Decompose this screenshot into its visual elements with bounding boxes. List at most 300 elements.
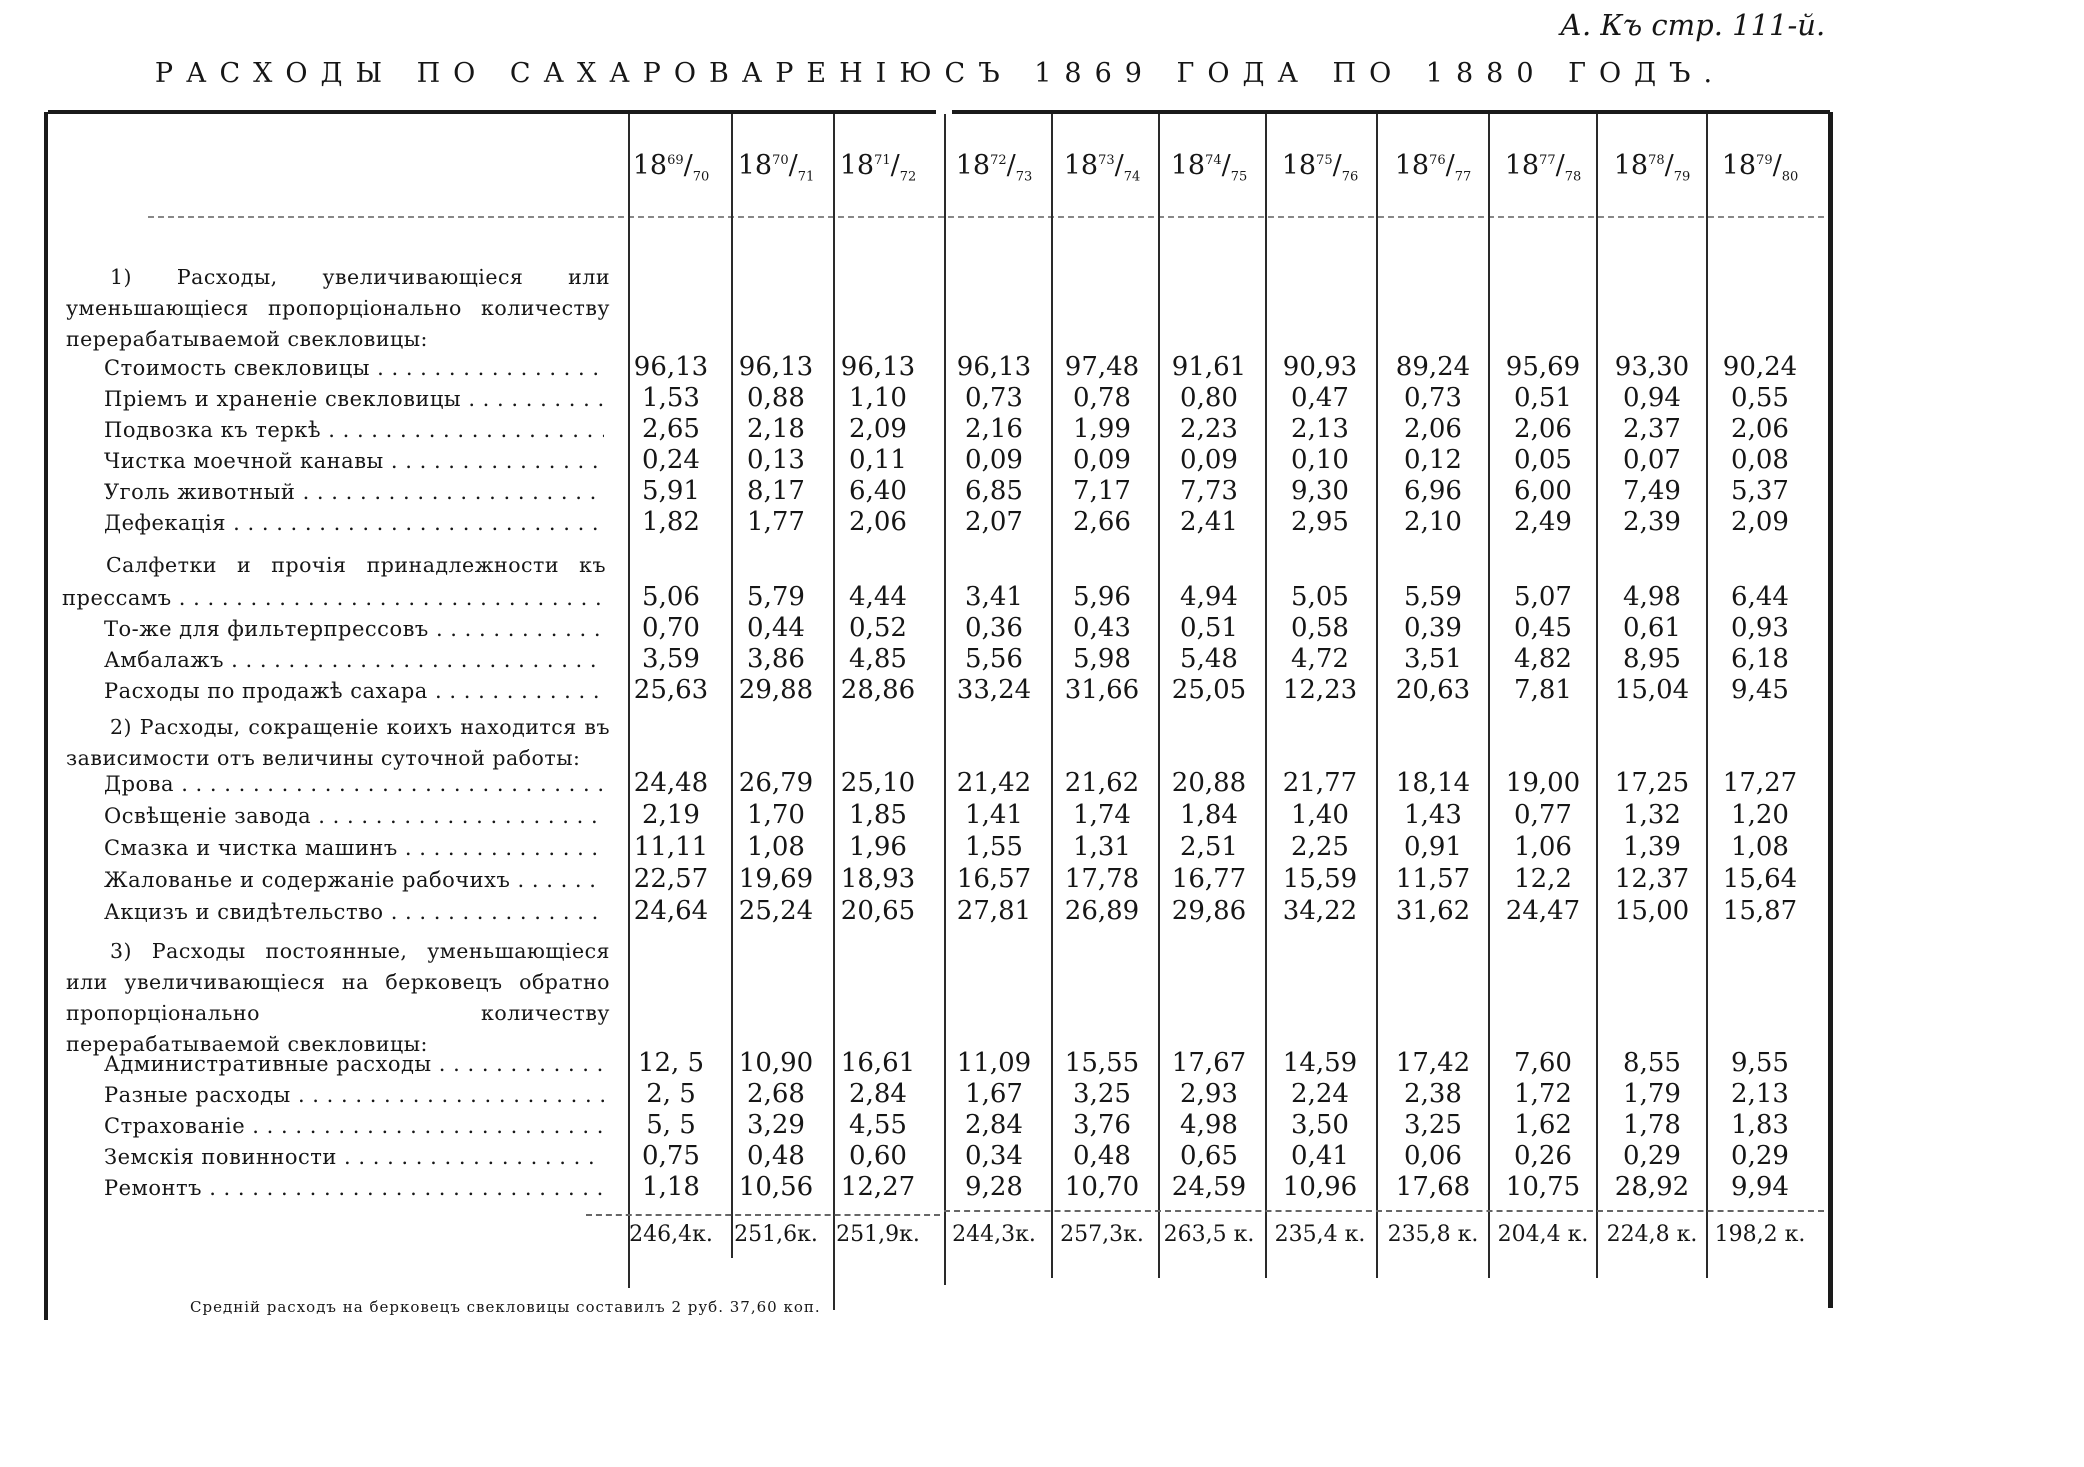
table-cell: 2,84 — [965, 1110, 1023, 1140]
table-cell: 1,99 — [1073, 414, 1131, 444]
table-cell: 14,59 — [1282, 1048, 1358, 1078]
table-cell: 0,47 — [1291, 383, 1349, 413]
table-cell: 4,82 — [1514, 644, 1572, 674]
table-cell: 4,55 — [849, 1110, 907, 1140]
table-cell: 1,78 — [1623, 1110, 1681, 1140]
table-cell: 1,79 — [1623, 1079, 1681, 1109]
table-cell: 11,09 — [956, 1048, 1032, 1078]
year-end: 73 — [1015, 169, 1033, 185]
total-cell: 263,5 к. — [1163, 1222, 1255, 1247]
year-start: 69 — [667, 153, 684, 168]
table-cell: 3,51 — [1404, 644, 1462, 674]
table-cell: 1,83 — [1731, 1110, 1789, 1140]
table-cell: 0,94 — [1623, 383, 1681, 413]
table-cell: 2,68 — [747, 1079, 805, 1109]
column-header — [1599, 150, 1705, 184]
table-cell: 0,36 — [965, 613, 1023, 643]
table-cell: 12,23 — [1282, 675, 1358, 705]
table-cell: 5,48 — [1180, 644, 1238, 674]
table-cell: 0,09 — [965, 445, 1023, 475]
totals-divider — [944, 1210, 1824, 1212]
total-cell: 251,6к. — [734, 1222, 818, 1247]
table-cell: 0,29 — [1731, 1141, 1789, 1171]
table-cell: 4,72 — [1291, 644, 1349, 674]
table-cell: 1,43 — [1404, 800, 1462, 830]
table-cell: 1,55 — [965, 832, 1023, 862]
row-label: Расходы по продажѣ сахара . . . — [104, 679, 604, 703]
table-cell: 24,48 — [633, 768, 709, 798]
table-cell: 90,24 — [1722, 352, 1798, 382]
year-century: 18 — [1281, 150, 1317, 181]
table-cell: 2,06 — [1731, 414, 1789, 444]
table-cell: 2,38 — [1404, 1079, 1462, 1109]
total-cell: 246,4к. — [629, 1222, 713, 1247]
table-cell: 4,44 — [849, 582, 907, 612]
year-slash: / — [1332, 150, 1342, 181]
table-cell: 0,77 — [1514, 800, 1572, 830]
table-cell: 2,06 — [1514, 414, 1572, 444]
table-cell: 21,77 — [1282, 768, 1358, 798]
table-cell: 2,51 — [1180, 832, 1238, 862]
table-cell: 0,12 — [1404, 445, 1462, 475]
table-cell: 2,84 — [849, 1079, 907, 1109]
table-cell: 0,10 — [1291, 445, 1349, 475]
row-label-line: Салфетки и прочія принадлежности къ — [106, 553, 606, 577]
table-cell: 0,61 — [1623, 613, 1681, 643]
table-cell: 3,29 — [747, 1110, 805, 1140]
table-cell: 17,68 — [1395, 1172, 1471, 1202]
year-century: 18 — [632, 150, 668, 181]
table-cell: 1,85 — [849, 800, 907, 830]
year-end: 74 — [1123, 169, 1141, 185]
year-century: 18 — [955, 150, 991, 181]
total-cell: 244,3к. — [952, 1222, 1036, 1247]
row-label: Жалованье и содержаніе рабочихъ . . . — [104, 868, 604, 892]
table-cell: 0,26 — [1514, 1141, 1572, 1171]
table-cell: 11,11 — [633, 832, 709, 862]
table-cell: 3,76 — [1073, 1110, 1131, 1140]
year-slash: / — [1772, 150, 1782, 181]
table-cell: 17,25 — [1614, 768, 1690, 798]
table-cell: 19,69 — [738, 864, 814, 894]
table-cell: 2,16 — [965, 414, 1023, 444]
table-cell: 3,25 — [1073, 1079, 1131, 1109]
year-slash: / — [1114, 150, 1124, 181]
table-cell: 22,57 — [633, 864, 709, 894]
table-cell: 0,60 — [849, 1141, 907, 1171]
table-cell: 6,85 — [965, 476, 1023, 506]
table-cell: 1,53 — [642, 383, 700, 413]
column-header — [723, 150, 829, 184]
table-cell: 31,62 — [1395, 896, 1471, 926]
table-cell: 11,57 — [1395, 864, 1471, 894]
table-cell: 15,04 — [1614, 675, 1690, 705]
table-cell: 2, 5 — [646, 1079, 696, 1109]
table-cell: 0,41 — [1291, 1141, 1349, 1171]
table-cell: 2,19 — [642, 800, 700, 830]
table-cell: 18,14 — [1395, 768, 1471, 798]
table-cell: 0,44 — [747, 613, 805, 643]
table-cell: 5,91 — [642, 476, 700, 506]
table-cell: 0,09 — [1180, 445, 1238, 475]
table-cell: 6,44 — [1731, 582, 1789, 612]
row-label: Разные расходы . . . — [104, 1083, 604, 1107]
table-cell: 8,55 — [1623, 1048, 1681, 1078]
table-cell: 26,89 — [1064, 896, 1140, 926]
table-cell: 2,06 — [1404, 414, 1462, 444]
table-cell: 10,96 — [1282, 1172, 1358, 1202]
year-end: 77 — [1454, 169, 1472, 185]
row-label: Стоимость свекловицы . . . — [104, 356, 604, 380]
table-cell: 0,39 — [1404, 613, 1462, 643]
table-cell: 10,75 — [1505, 1172, 1581, 1202]
total-cell: 235,8 к. — [1387, 1222, 1479, 1247]
table-cell: 5,06 — [642, 582, 700, 612]
table-cell: 0,73 — [1404, 383, 1462, 413]
table-cell: 12,37 — [1614, 864, 1690, 894]
column-header — [1267, 150, 1373, 184]
table-cell: 7,73 — [1180, 476, 1238, 506]
table-cell: 0,52 — [849, 613, 907, 643]
year-slash: / — [1555, 150, 1565, 181]
table-cell: 1,18 — [642, 1172, 700, 1202]
table-cell: 28,92 — [1614, 1172, 1690, 1202]
table-cell: 21,42 — [956, 768, 1032, 798]
table-cell: 15,55 — [1064, 1048, 1140, 1078]
row-label: Пріемъ и храненіе свекловицы . . . — [104, 387, 604, 411]
table-cell: 0,43 — [1073, 613, 1131, 643]
table-cell: 1,40 — [1291, 800, 1349, 830]
row-label: Дрова . . . — [104, 772, 604, 796]
total-cell: 204,4 к. — [1497, 1222, 1589, 1247]
table-cell: 90,93 — [1282, 352, 1358, 382]
table-cell: 0,07 — [1623, 445, 1681, 475]
year-end: 76 — [1341, 169, 1359, 185]
table-cell: 1,84 — [1180, 800, 1238, 830]
row-label: Акцизъ и свидѣтельство . . . — [104, 900, 604, 924]
page-reference: А. Къ стр. 111-й. — [1560, 8, 1826, 42]
footnote: Средній расходъ на берковецъ свекловицы составилъ 2 руб. 37,60 коп. — [190, 1298, 821, 1316]
table-cell: 7,81 — [1514, 675, 1572, 705]
table-cell: 15,87 — [1722, 896, 1798, 926]
table-cell: 8,95 — [1623, 644, 1681, 674]
table-cell: 25,63 — [633, 675, 709, 705]
year-slash: / — [683, 150, 693, 181]
table-cell: 10,56 — [738, 1172, 814, 1202]
table-cell: 1,70 — [747, 800, 805, 830]
section-heading: 3) Расходы постоянные, уменьшающіеся или увеличивающіеся на берковецъ обратно пропорціонально количеству перерабатываемой свекловицы: — [66, 939, 610, 1056]
column-header — [1490, 150, 1596, 184]
table-cell: 0,80 — [1180, 383, 1238, 413]
table-cell: 0,34 — [965, 1141, 1023, 1171]
column-header — [1707, 150, 1813, 184]
year-start: 78 — [1648, 153, 1665, 168]
row-label: То-же для фильтерпрессовъ . . . — [104, 617, 604, 641]
table-cell: 0,45 — [1514, 613, 1572, 643]
year-slash: / — [1221, 150, 1231, 181]
table-cell: 0,91 — [1404, 832, 1462, 862]
table-cell: 1,20 — [1731, 800, 1789, 830]
row-label: прессамъ . . . — [62, 586, 604, 610]
table-cell: 1,32 — [1623, 800, 1681, 830]
year-century: 18 — [737, 150, 773, 181]
table-cell: 1,74 — [1073, 800, 1131, 830]
table-cell: 31,66 — [1064, 675, 1140, 705]
table-cell: 28,86 — [840, 675, 916, 705]
table-cell: 15,64 — [1722, 864, 1798, 894]
row-label: Чистка моечной канавы . . . — [104, 449, 604, 473]
table-cell: 2,13 — [1731, 1079, 1789, 1109]
table-cell: 2,66 — [1073, 507, 1131, 537]
table-cell: 20,63 — [1395, 675, 1471, 705]
year-end: 80 — [1781, 169, 1799, 185]
table-cell: 1,41 — [965, 800, 1023, 830]
table-cell: 29,88 — [738, 675, 814, 705]
column-header — [941, 150, 1047, 184]
year-century: 18 — [1721, 150, 1757, 181]
year-start: 72 — [990, 153, 1007, 168]
table-cell: 2,23 — [1180, 414, 1238, 444]
total-cell: 251,9к. — [836, 1222, 920, 1247]
page-title: РАСХОДЫ ПО САХАРОВАРЕНІЮСЪ 1869 ГОДА ПО 1880 ГОДЪ. — [154, 58, 1726, 89]
table-cell: 2,07 — [965, 507, 1023, 537]
table-cell: 1,96 — [849, 832, 907, 862]
year-end: 78 — [1564, 169, 1582, 185]
table-cell: 4,85 — [849, 644, 907, 674]
table-cell: 29,86 — [1171, 896, 1247, 926]
table-cell: 2,25 — [1291, 832, 1349, 862]
table-cell: 8,17 — [747, 476, 805, 506]
total-cell: 224,8 к. — [1606, 1222, 1698, 1247]
table-cell: 19,00 — [1505, 768, 1581, 798]
year-end: 72 — [899, 169, 917, 185]
year-end: 71 — [797, 169, 815, 185]
table-cell: 2,10 — [1404, 507, 1462, 537]
row-label: Амбалажъ . . . — [104, 648, 604, 672]
table-cell: 5, 5 — [646, 1110, 696, 1140]
column-rule — [1596, 114, 1598, 1278]
column-header — [1156, 150, 1262, 184]
table-cell: 0,58 — [1291, 613, 1349, 643]
table-cell: 5,96 — [1073, 582, 1131, 612]
year-century: 18 — [1394, 150, 1430, 181]
table-cell: 0,75 — [642, 1141, 700, 1171]
table-cell: 89,24 — [1395, 352, 1471, 382]
row-label: Дефекація . . . — [104, 511, 604, 535]
table-cell: 12, 5 — [637, 1048, 705, 1078]
table-cell: 2,41 — [1180, 507, 1238, 537]
table-cell: 1,72 — [1514, 1079, 1572, 1109]
table-cell: 1,39 — [1623, 832, 1681, 862]
row-label: Земскія повинности . . . — [104, 1145, 604, 1169]
table-cell: 17,42 — [1395, 1048, 1471, 1078]
table-cell: 20,88 — [1171, 768, 1247, 798]
table-cell: 6,96 — [1404, 476, 1462, 506]
table-cell: 6,18 — [1731, 644, 1789, 674]
row-label: Ремонтъ . . . — [104, 1176, 604, 1200]
table-cell: 0,05 — [1514, 445, 1572, 475]
table-cell: 16,61 — [840, 1048, 916, 1078]
table-cell: 25,24 — [738, 896, 814, 926]
table-cell: 2,13 — [1291, 414, 1349, 444]
table-cell: 4,94 — [1180, 582, 1238, 612]
table-cell: 1,31 — [1073, 832, 1131, 862]
table-cell: 5,79 — [747, 582, 805, 612]
table-cell: 2,37 — [1623, 414, 1681, 444]
table-cell: 9,55 — [1731, 1048, 1789, 1078]
year-end: 79 — [1673, 169, 1691, 185]
table-cell: 96,13 — [956, 352, 1032, 382]
table-cell: 9,45 — [1731, 675, 1789, 705]
table-cell: 21,62 — [1064, 768, 1140, 798]
table-cell: 0,11 — [849, 445, 907, 475]
table-cell: 16,57 — [956, 864, 1032, 894]
row-label: Подвозка къ теркѣ . . . — [104, 418, 604, 442]
year-slash: / — [788, 150, 798, 181]
table-cell: 12,2 — [1514, 864, 1572, 894]
table-cell: 1,08 — [1731, 832, 1789, 862]
year-start: 75 — [1316, 153, 1333, 168]
table-cell: 34,22 — [1282, 896, 1358, 926]
table-cell: 1,10 — [849, 383, 907, 413]
year-start: 76 — [1429, 153, 1446, 168]
table-right-border — [1828, 112, 1833, 1308]
table-cell: 2,18 — [747, 414, 805, 444]
table-cell: 10,90 — [738, 1048, 814, 1078]
column-header — [825, 150, 931, 184]
table-cell: 93,30 — [1614, 352, 1690, 382]
table-cell: 10,70 — [1064, 1172, 1140, 1202]
year-start: 73 — [1098, 153, 1115, 168]
table-cell: 0,65 — [1180, 1141, 1238, 1171]
table-cell: 4,98 — [1180, 1110, 1238, 1140]
year-century: 18 — [1063, 150, 1099, 181]
table-cell: 7,17 — [1073, 476, 1131, 506]
table-cell: 5,37 — [1731, 476, 1789, 506]
table-cell: 2,09 — [849, 414, 907, 444]
table-cell: 15,00 — [1614, 896, 1690, 926]
table-left-border — [44, 112, 48, 1320]
table-cell: 12,27 — [840, 1172, 916, 1202]
year-start: 79 — [1756, 153, 1773, 168]
table-cell: 1,06 — [1514, 832, 1572, 862]
table-cell: 5,05 — [1291, 582, 1349, 612]
table-cell: 0,13 — [747, 445, 805, 475]
table-cell: 2,09 — [1731, 507, 1789, 537]
table-cell: 0,88 — [747, 383, 805, 413]
table-cell: 26,79 — [738, 768, 814, 798]
table-cell: 0,09 — [1073, 445, 1131, 475]
table-cell: 25,10 — [840, 768, 916, 798]
totals-divider — [586, 1214, 940, 1216]
table-cell: 96,13 — [840, 352, 916, 382]
table-cell: 5,59 — [1404, 582, 1462, 612]
table-cell: 20,65 — [840, 896, 916, 926]
year-slash: / — [1664, 150, 1674, 181]
row-label: Административные расходы . . . — [104, 1052, 604, 1076]
table-cell: 9,28 — [965, 1172, 1023, 1202]
year-century: 18 — [839, 150, 875, 181]
row-label: Освѣщеніе завода . . . — [104, 804, 604, 828]
table-cell: 1,62 — [1514, 1110, 1572, 1140]
table-cell: 0,93 — [1731, 613, 1789, 643]
table-cell: 9,30 — [1291, 476, 1349, 506]
column-header — [1049, 150, 1155, 184]
table-cell: 24,47 — [1505, 896, 1581, 926]
table-cell: 18,93 — [840, 864, 916, 894]
header-divider — [148, 216, 1824, 218]
table-cell: 17,67 — [1171, 1048, 1247, 1078]
table-cell: 1,82 — [642, 507, 700, 537]
table-cell: 0,78 — [1073, 383, 1131, 413]
table-cell: 4,98 — [1623, 582, 1681, 612]
year-slash: / — [890, 150, 900, 181]
table-cell: 33,24 — [956, 675, 1032, 705]
table-cell: 1,67 — [965, 1079, 1023, 1109]
table-cell: 17,78 — [1064, 864, 1140, 894]
total-cell: 257,3к. — [1060, 1222, 1144, 1247]
table-cell: 5,56 — [965, 644, 1023, 674]
table-cell: 6,40 — [849, 476, 907, 506]
table-cell: 0,48 — [747, 1141, 805, 1171]
column-header — [1380, 150, 1486, 184]
year-century: 18 — [1170, 150, 1206, 181]
year-slash: / — [1006, 150, 1016, 181]
total-cell: 235,4 к. — [1274, 1222, 1366, 1247]
column-header — [618, 150, 724, 184]
row-label: Смазка и чистка машинъ . . . — [104, 836, 604, 860]
row-label: Уголь животный . . . — [104, 480, 604, 504]
table-cell: 24,59 — [1171, 1172, 1247, 1202]
year-slash: / — [1445, 150, 1455, 181]
table-cell: 5,07 — [1514, 582, 1572, 612]
table-cell: 15,59 — [1282, 864, 1358, 894]
year-start: 70 — [772, 153, 789, 168]
table-cell: 3,50 — [1291, 1110, 1349, 1140]
year-start: 71 — [874, 153, 891, 168]
table-cell: 2,65 — [642, 414, 700, 444]
table-cell: 95,69 — [1505, 352, 1581, 382]
table-cell: 2,06 — [849, 507, 907, 537]
table-cell: 9,94 — [1731, 1172, 1789, 1202]
table-cell: 16,77 — [1171, 864, 1247, 894]
table-cell: 2,24 — [1291, 1079, 1349, 1109]
table-cell: 0,29 — [1623, 1141, 1681, 1171]
table-cell: 0,55 — [1731, 383, 1789, 413]
table-cell: 0,08 — [1731, 445, 1789, 475]
table-cell: 7,60 — [1514, 1048, 1572, 1078]
column-rule — [1376, 114, 1378, 1278]
table-cell: 3,59 — [642, 644, 700, 674]
table-cell: 2,49 — [1514, 507, 1572, 537]
table-cell: 2,95 — [1291, 507, 1349, 537]
year-end: 75 — [1230, 169, 1248, 185]
table-cell: 0,48 — [1073, 1141, 1131, 1171]
table-cell: 2,39 — [1623, 507, 1681, 537]
table-cell: 2,93 — [1180, 1079, 1238, 1109]
table-cell: 96,13 — [633, 352, 709, 382]
table-cell: 3,41 — [965, 582, 1023, 612]
table-cell: 0,51 — [1514, 383, 1572, 413]
table-cell: 25,05 — [1171, 675, 1247, 705]
table-cell: 1,77 — [747, 507, 805, 537]
section-heading: 2) Расходы, сокращеніе коихъ находится въ зависимости отъ величины суточной работы: — [66, 715, 610, 770]
row-label: Страхованіе . . . — [104, 1114, 604, 1138]
table-cell: 97,48 — [1064, 352, 1140, 382]
table-cell: 0,70 — [642, 613, 700, 643]
table-cell: 1,08 — [747, 832, 805, 862]
table-cell: 3,86 — [747, 644, 805, 674]
